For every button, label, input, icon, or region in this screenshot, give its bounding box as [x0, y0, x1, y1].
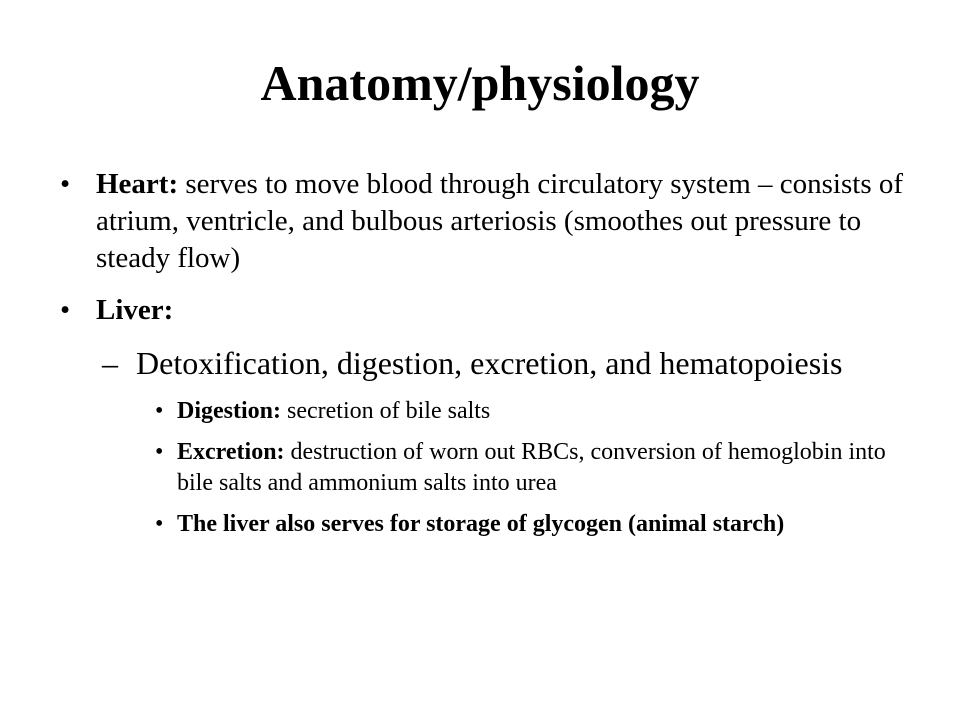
- bullet-liver: [60, 292, 920, 329]
- slide-content: [60, 166, 920, 550]
- dash-marker: –: [102, 345, 118, 381]
- digestion-text: secretion of bile salts: [281, 398, 491, 424]
- bullet-heart: [60, 166, 920, 277]
- slide-title: Anatomy/physiology: [260, 55, 700, 111]
- bullet-marker: •: [155, 439, 164, 465]
- bullet-marker: •: [155, 398, 164, 424]
- detail-glycogen: [60, 509, 920, 540]
- bullet-marker: •: [60, 168, 71, 200]
- bullet-marker: •: [60, 294, 71, 326]
- heart-text: serves to move blood through circulatory system – consists of atrium, ventricle, and bulbous arteriosis (smoothes out pressure to steady flow): [96, 168, 904, 274]
- detail-digestion: [60, 396, 920, 427]
- detail-excretion: [60, 437, 920, 499]
- liver-label: Liver:: [96, 294, 174, 326]
- liver-functions: [60, 342, 920, 384]
- heart-label: Heart:: [96, 168, 179, 200]
- glycogen-text: The liver also serves for storage of glycogen (animal starch): [177, 511, 785, 537]
- bullet-marker: •: [155, 511, 164, 537]
- excretion-text: destruction of worn out RBCs, conversion of hemoglobin into bile salts and ammonium salts into urea: [177, 439, 886, 496]
- liver-functions-text: Detoxification, digestion, excretion, and hematopoiesis: [136, 345, 843, 381]
- digestion-label: Digestion:: [177, 398, 281, 424]
- excretion-label: Excretion:: [177, 439, 285, 465]
